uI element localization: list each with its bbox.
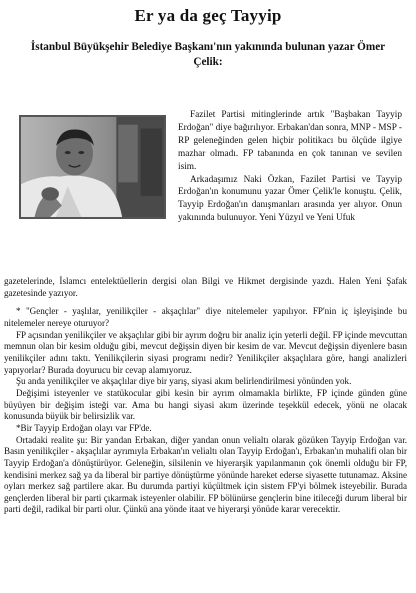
intro-column	[178, 109, 402, 225]
answer-1b: Şu anda yenilikçiler ve akşaçlılar diye bir yarış, siyasi akım belirlendirilmesi yönünden yok.	[16, 376, 352, 387]
answer-2a: Ortadaki realite şu: Bir yandan Erbakan, diğer yandan onun velialtı olarak gözüken Tayyip Erdoğan var. Basın yenilikçiler - akşaçlılar ayrımıyla Erbakan'ın velialtı olan Tayyip Erdoğan'ı, Erbakan'ın muhalifi olan bir Tayyip Erdoğan'a dönüştürüyor. Geleneğin, silsilenin ve hiyerarşik yapılanmanın çok önemli olduğu bir FP, kendisini merkez sağ ya da liberal bir partiye dönüştürme yönünde hareket ederse siyasette tutunamaz. Aksine oyları merkez sağ partilere akar. Bu durumda partiyi küçültmek için sistem FP'yi bölmek isteyebilir. Burada gençlerden liberal bir parti çıkarmak isteyenler olabilir. FP bölünürse gençlerin bine itileceği durum liberal bir parti değil, radikal bir parti olur. Çünkü ana yönde itaat ve hiyerarşi yönüde karar verecektir.	[4, 434, 407, 515]
question-1: * "Gençler - yaşlılar, yenilikçiler - akşaçlılar" diye nitelemeler yapılıyor. FP'nin iç işleyişinde bu nitelemeler nereye oturuyor?	[4, 306, 407, 328]
article-body	[4, 276, 407, 516]
article-subtitle: İstanbul Büyükşehir Belediye Başkanı'nın yakınında bulunan yazar Ömer Çelik:	[30, 41, 386, 68]
portrait-photo-icon	[21, 117, 164, 217]
article-title: Er ya da geç Tayyip	[134, 6, 282, 25]
author-portrait-photo	[19, 115, 166, 219]
intro-paragraph-2: Arkadaşımız Naki Özkan, Fazilet Partisi ve Tayyip Erdoğan'ın konumunu yazar Ömer Çelik'le konuştu. Çelik, Tayyip Erdoğan'ın danışmanları arasında yer alıyor. Onun yakınında bulunuyor. Yeni Yüzyıl ve Yeni Ufuk	[178, 174, 402, 224]
intro-paragraph: Fazilet Partisi mitinglerinde artık "Başbakan Tayyip Erdoğan" diye bağırılıyor. Erbakan'dan sonra, MNP - MSP - RP geleneğinden gelen hiçbir politikacı bu ölçüde ilgiye mazhar olmadı. FP tabanında en çok tanınan ve sevilen isim.	[178, 110, 402, 172]
answer-1a: FP açısından yenilikçiler ve akşaçlılar gibi bir ayrım doğru bir analiz için yeterli değil. FP içinde mevcuttan memnun olan bir kesim olduğu gibi, mevcut değişsin diyen bir kesim de var. Mevcut değişsin diyenlere basın yenilikçiler adını taktı. Yenilikçilerin siyasi programı nedir? Yenilikçiler akşaçlılara göre, hangi analizleri yapıyorlar? Burada doyurucu bir cevap alamıyoruz.	[4, 329, 408, 375]
answer-1c: Değişimi isteyenler ve statükocular gibi kesin bir ayrım olmamakla birlikte, FP içinde günden güne büyüyen bir değişim isteği var. Ama bu hangi siyasi akım üzerinde teşekkül edecek, yönü ne olacak konusunda büyük bir belirsizlik var.	[4, 387, 407, 422]
intro-continuation: gazetelerinde, İslamcı entelektüellerin dergisi olan Bilgi ve Hikmet dergisinde yazdı. Halen Yeni Şafak gazetesinde yazıyor.	[4, 276, 407, 298]
question-2: *Bir Tayyip Erdoğan olayı var FP'de.	[16, 422, 152, 433]
